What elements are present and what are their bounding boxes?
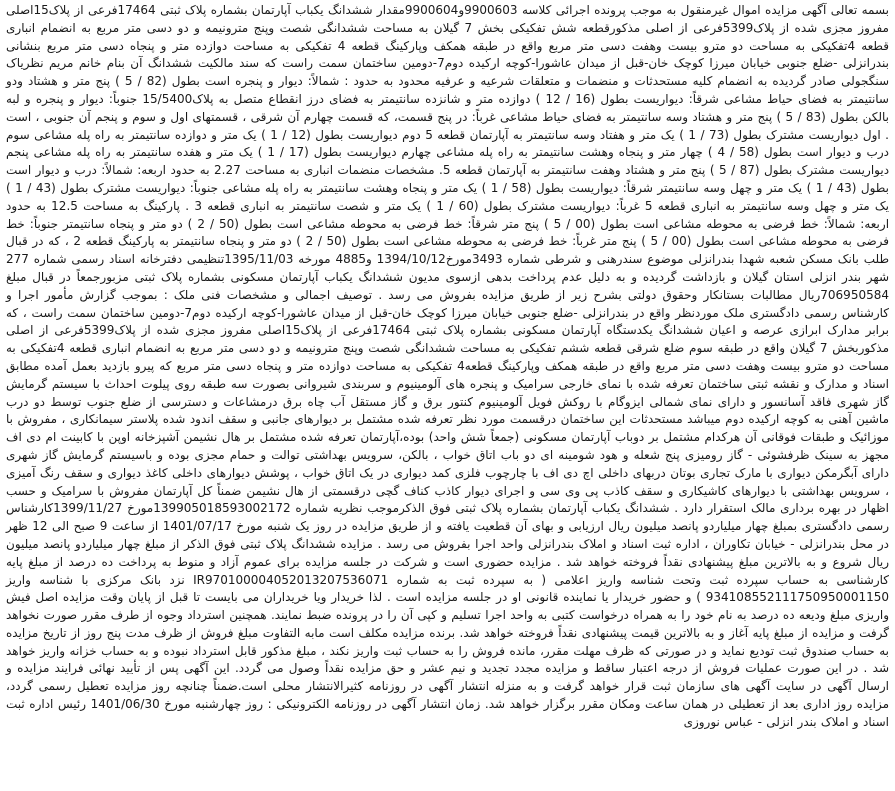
auction-notice-text: بسمه تعالی آگهی مزایده اموال غیرمنقول به موجب پرونده اجرائی کلاسه 9900603و9900604مقدار ششدانگ یکباب آپارتمان بشماره پلاک ثبتی 17464فرعی از پلاک15اصلی مفروز مجزی شده از پلاک5399فرعی از اصلی مذکورقطعه شش تفکیکی بخش 7 گیلان به مساحت ششدانگی شصت وپنج مترونیمه و دو دسی متر مربع به انضمام انباری قطعه 4تفکیکی به مساحت دو مترو بیست وهفت دسی متر مربع واقع در طبقه همکف وپارکینگ قطعه 4 تفکیکی به مساحت دوازده متر و پنجاه دسی متر مربع بنشانی بندرانزلی -ضلع جنوبی خیابان میرزا کوچک خان-قبل از میدان عاشورا-کوچه ارکیده دوم7-دومین ساختمان سمت راست که سند مالکیت ششدانگ آن بنام خانم مریم نظریاک سنگجولی صادر گردیده به انضمام کلیه مستحدثات و منضمات و متعلقات شرعیه و عرفیه محدود به حدود : شمالاً: دیوار و پنجره است بطول (82 / 5 ) پنج متر و هشتاد ودو سانتیمتر به فضای حیاط مشاعی شرقاً: دیواریست بطول (16 / 12 ) دوازده متر و شانزده سانتیمتر به فضای درز انقطاع متصل به پلاک15/5400 جنوباً: دیوار و پنجره و لبه بالکن بطول (83 / 5 ) پنج متر و هشتاد وسه سانتیمتر به فضای حیاط مشاعی غرباً: در پنج قسمت، که قسمت چهارم آن شرقی ، قسمتهای اول و سوم و پنجم آن جنوبی ، است . اول دیواریست مشترک بطول (73 / 1 ) یک متر و هفتاد وسه سانتیمتر به آپارتمان قطعه 5 دوم دیواریست بطول (12 / 1 ) یک متر و دوازده سانتیمتر به راه پله مشاعی سوم درب و دیوار است بطول (58 / 4 ) چهار متر و پنجاه وهشت سانتیمتر به راه پله مشاعی چهارم دیواریست بطول (17 / 1 ) یک متر و هفده سانتیمتر به راه پله مشاعی پنجم دیواریست مشترک بطول (87 / 5 ) پنج متر و هشتاد وهفت سانتیمتر به آپارتمان قطعه 5. مشخصات منضمات انباری به مساحت 2.27 به حدود اربعه: شمالاً: درب و دیوار است بطول (43 / 1 ) یک متر و چهل وسه سانتیمتر شرقاً: دیواریست بطول (58 / 1 ) یک متر و پنجاه وهشت سانتیمتر به راه پله مشاعی جنوباً: دیواریست مشترک بطول (43 / 1 ) یک متر و چهل وسه سانتیمتر به انباری قطعه 5 غرباً: دیواریست مشترک بطول (60 / 1 ) یک متر و شصت سانتیمتر به انباری قطعه 3 . پارکینگ به مساحت 12.5 به حدود اربعه: شمالاً: خط فرضی به محوطه مشاعی است بطول (00 / 5 ) پنج متر شرقاً: خط فرضی به محوطه مشاعی است بطول (50 / 2 ) دو متر و پنجاه سانتیمتر جنوباً: خط فرضی به محوطه مشاعی است بطول (00 / 5 ) پنج متر غرباً: خط فرضی به محوطه مشاعی است بطول (50 / 2 ) دو متر و پنجاه سانتیمتر به پارکینگ قطعه 2 ، که در قبال طلب بانک مسکن شعبه شهدا بندرانزلی موضوع سندرهنی و شرطی شماره 3493مورخ1394/10/12 و4885 مورخه 1395/11/03تنظیمی دفترخانه اسناد رسمی شماره 277 شهر بندر انزلی استان گیلان و بازداشت گردیده و به دلیل عدم پرداخت بدهی ازسوی مدیون ششدانگ یکباب آپارتمان مسکونی بشماره پلاک ثبتی مزبورجمعاً در قبال مبلغ 706950584ریال مطالبات بستانکار وحقوق دولتی بشرح زیر از طریق مزایده بفروش می رسد . توصیف اجمالی و مشخصات فنی ملک : بموجب گزارش مأمور اجرا و کارشناس رسمی دادگستری ملک موردنظر واقع در بندرانزلی -ضلع جنوبی خیابان میرزا کوچک خان-قبل از میدان عاشورا-کوچه ارکیده دوم7-دومین ساختمان سمت راست ، که برابر مدارک ابرازی عرصه و اعیان ششدانگ یکدستگاه آپارتمان مسکونی بشماره پلاک ثبتی 17464فرعی از پلاک15اصلی مفروز مجزی شده از پلاک5399فرعی از اصلی مذکوربخش 7 گیلان واقع در طبقه سوم ضلع شرقی قطعه ششم تفکیکی به مساحت ششدانگی شصت وپنج مترونیمه و دو دسی متر مربع به انضمام انباری قطعه 4تفکیکی به مساحت دو مترو بیست وهفت دسی متر مربع واقع در طبقه همکف وپارکینگ قطعه4 تفکیکی به مساحت دوازده متر و پنجاه دسی متر مربع که پیرو بازدید بعمل آمده مطابق اسناد و مدارک و نقشه ثبتی ساختمان تعرفه شده با نمای خارجی سرامیک و پنجره های آلومینیوم و سربندی شیروانی بصورت سه طبقه روی پیلوت احداث با سیستم گرمایش گاز شهری فاقد آسانسور و دارای نمای شمالی ایزوگام با روکش فویل آلومینیوم کنتور برق و گاز مستقل آب چاه برق درمشاعات و دسترسی از ضلع جنوب توسط دو درب ماشین آهنی به کوچه ارکیده دوم میباشد مستحدثات این ساختمان درقسمت مورد نظر تعرفه شده مشتمل بر دیوارهای جانبی و سقف اندود شده پلاستر سیمانکاری ، مفروش با موزائیک و طبقات فوقانی آن هرکدام مشتمل بر دوباب آپارتمان مسکونی (جمعاً شش واحد) بوده،آپارتمان تعرفه شده مشتمل بر هال نشیمن آشپزخانه اوپن با کابینت ام دی اف مجهز به سینک ظرفشوئی - گاز رومیزی پنج شعله و هود شومینه ای دو باب اتاق خواب ، بالکن، سرویس بهداشتی توالت و حمام مجزی بوده و باسیستم گرمایش گاز شهری دارای آبگرمکن دیواری با مارک تجاری بوتان دربهای داخلی اچ دی اف با چارچوب فلزی کمد دیواری در یک اتاق خواب ، پوشش دیوارهای داخلی کاغذ دیواری و سقف رنگ آمیزی ، سرویس بهداشتی با دیوارهای کاشیکاری و سقف کاذب پی وی سی و اجرای دیوار کاذب کناف گچی درقسمتی از هال نشیمن ضمناً کل آپارتمان مفروش با سرامیک و حسب اظهار در بهره برداری مالک استقرار دارد . ششدانگ یکباب آپارتمان بشماره پلاک ثبتی فوق الذکرموجب نظریه شماره 139905018593002172مورخ 1399/11/27کارشناس رسمی دادگستری بمبلغ چهار میلیاردو پانصد میلیون ریال ارزیابی و بهای آن قطعیت یافته و از طریق مزایده در روز یک شنبه مورخ 1401/07/17 از ساعت 9 صبح الی 12 ظهر در محل بندرانزلی - خیابان تکاوران ، اداره ثبت اسناد و املاک بندرانزلی واحد اجرا بفروش می رسد . مزایده ششدانگ پلاک ثبتی فوق الذکر از مبلغ چهار میلیاردو پانصد میلیون ریال شروع و به بالاترین مبلغ پیشنهادی نقداً فروخته خواهد شد . مزایده حضوری است و شرکت در جلسه مزایده برای عموم آزاد و منوط به پرداخت ده درصد از مبلغ پایه کارشناسی به حساب سپرده ثبت وتحت شناسه واریز اعلامی ( به سپرده ثبت به شماره IR970100004052013207536071 نزد بانک مرکزی با شناسه واریز 934108552111750950001150 ) و حضور خریدار یا نماینده قانونی او در جلسه مزایده است . لذا خریدار ویا خریداران می بایست تا قبل از پایان وقت مزایده اصل فیش واریزی مبلغ ودیعه ده درصد به نام خود را به همراه درخواست کتبی به واحد اجرا تسلیم و کپی آن را در پرونده ضبط نمایند. همچنین استرداد وجوه از طرف مقرر صورت نخواهد گرفت و مزایده از مبلغ پایه آغاز و به بالاترین قیمت پیشنهادی نقداً فروخته خواهد شد. برنده مزایده مکلف است مابه التفاوت مبلغ فروش از ظرف مدت پنج روز از تاریخ مزایده به حساب صندوق ثبت تودیع نماید و در صورتی که ظرف مهلت مقرر، مانده فروش را به حساب ثبت واریز نکند ، مبلغ مذکور قابل استرداد نبوده و به حساب خزانه واریز خواهد شد . در این صورت عملیات فروش از درجه اعتبار ساقط و مزایده مجدد تجدید و نیم عشر و حق مزایده نقداً وصول می گردد. این آگهی پس از تأیید نهائی فرایند مزایده و ارسال آگهی در سایت آگهی های سازمان ثبت قرار خواهد گرفت و به منزله انتشار آگهی در روزنامه کثیرالانتشار محلی است.ضمناً چنانچه روز مزایده تعطیل رسمی گردد، مزایده روز اداری بعد از تعطیلی در همان ساعت ومکان مقرر برگزار خواهد شد. زمان انتشار آگهی در روزنامه الکترونیکی : روز چهارشنبه مورخ 1401/06/30 رئیس اداره ثبت اسناد و املاک بندر انزلی - عباس نوروزی	[6, 3, 890, 729]
